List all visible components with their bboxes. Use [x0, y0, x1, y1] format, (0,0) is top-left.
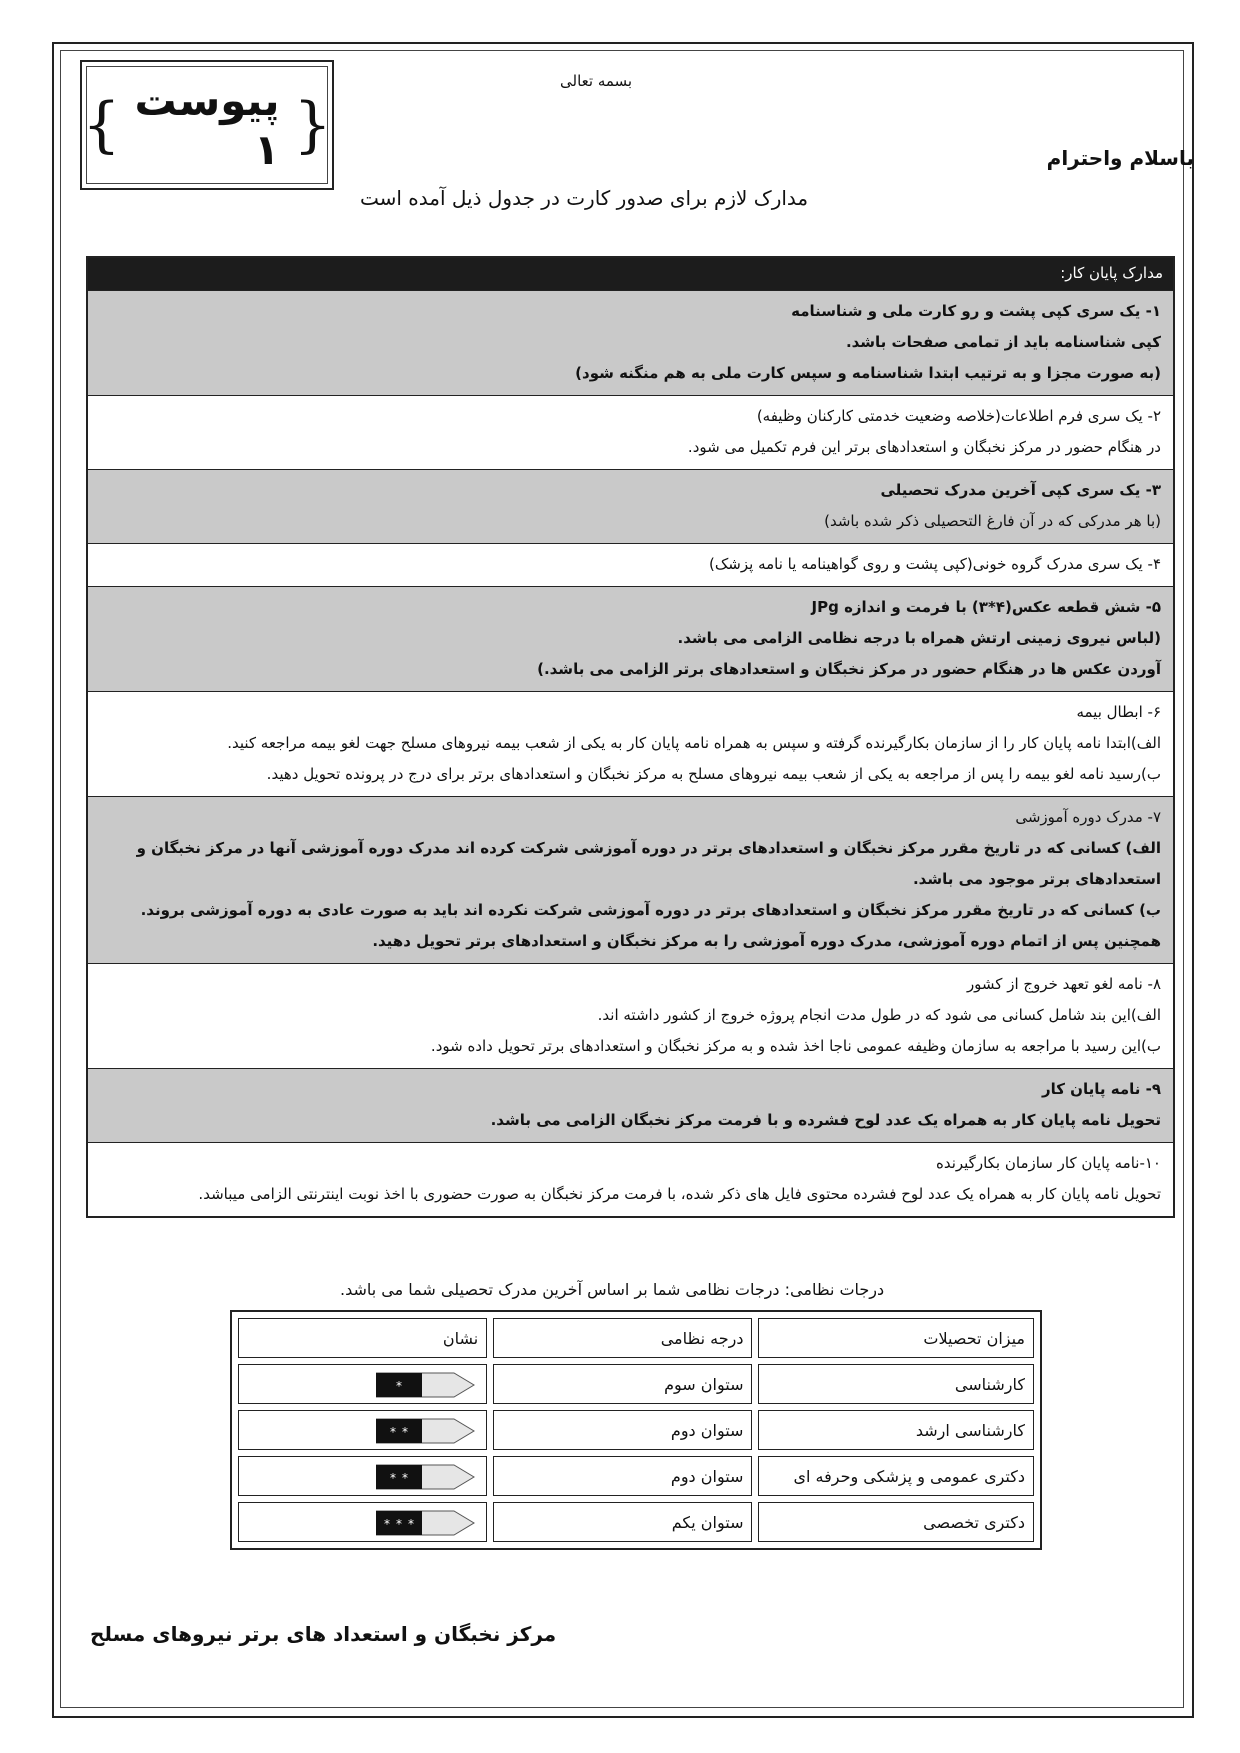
doc-item-line: تحویل نامه پایان کار به همراه یک عدد لوح فشرده محتوی فایل های ذکر شده، با فرمت مرکز نخبگان به صورت حضوری با اخذ نوبت اینترنتی الزامی میباشد.: [198, 1185, 1161, 1203]
ranks-header-row: [238, 1318, 1034, 1358]
rank-insignia-icon: [376, 1371, 476, 1399]
insignia-cell: [238, 1364, 487, 1404]
star-icon: *: [390, 1471, 397, 1485]
doc-item-9: [88, 1068, 1173, 1142]
footer-organization: مرکز نخبگان و استعداد های برتر نیروهای مسلح: [90, 1622, 557, 1646]
star-icon: *: [396, 1517, 403, 1531]
rank-cell: ستوان دوم: [493, 1456, 752, 1496]
doc-item-line: (به صورت مجزا و به ترتیب ابتدا شناسنامه و سپس کارت ملی به هم منگنه شود): [575, 364, 1161, 382]
doc-item-line: تحویل نامه پایان کار به همراه یک عدد لوح فشرده و با فرمت مرکز نخبگان الزامی می باشد.: [490, 1111, 1161, 1129]
rank-cell: ستوان دوم: [493, 1410, 752, 1450]
doc-item-8: [88, 963, 1173, 1068]
rank-insignia-icon: [376, 1417, 476, 1445]
intro-text: مدارک لازم برای صدور کارت در جدول ذیل آمده است: [360, 186, 809, 210]
star-icon: *: [402, 1471, 409, 1485]
doc-item-title: ۸- نامه لغو تعهد خروج از کشور: [966, 975, 1161, 993]
education-cell: کارشناسی ارشد: [758, 1410, 1034, 1450]
rank-insignia-icon: [376, 1509, 476, 1537]
education-cell: دکتری تخصصی: [758, 1502, 1034, 1542]
header-education: میزان تحصیلات: [758, 1318, 1034, 1358]
annex-label: پیوست ۱: [134, 76, 280, 174]
star-icon: *: [402, 1425, 409, 1439]
insignia-cell: [238, 1456, 487, 1496]
rank-cell: ستوان سوم: [493, 1364, 752, 1404]
doc-item-line: (لباس نیروی زمینی ارتش همراه با درجه نظامی الزامی می باشد.: [677, 629, 1161, 647]
brace-right: }: [293, 90, 332, 160]
doc-item-title: ۹- نامه پایان کار: [1041, 1080, 1161, 1098]
table-row: [238, 1456, 1034, 1496]
doc-item-line: ب)این رسید با مراجعه به سازمان وظیفه عمومی ناجا اخذ شده و به مرکز نخبگان و استعدادهای برتر تحویل داده شود.: [430, 1037, 1161, 1055]
documents-heading: مدارک پایان کار:: [88, 258, 1173, 290]
doc-item-line: الف)این بند شامل کسانی می شود که در طول مدت انجام پروژه خروج از کشور داشته اند.: [597, 1006, 1161, 1024]
insignia-end: [376, 1419, 422, 1443]
table-row: [238, 1502, 1034, 1542]
doc-item-6: [88, 691, 1173, 796]
header-insignia: نشان: [238, 1318, 487, 1358]
insignia-end: [376, 1465, 422, 1489]
greeting: باسلام واحترام: [1046, 146, 1194, 170]
doc-item-title: ۶- ابطال بیمه: [1076, 703, 1161, 721]
rank-insignia-icon: [376, 1463, 476, 1491]
star-icon: *: [408, 1517, 415, 1531]
ranks-caption: درجات نظامی: درجات نظامی شما بر اساس آخرین مدرک تحصیلی شما می باشد.: [340, 1280, 885, 1299]
doc-item-line: الف)ابتدا نامه پایان کار را از سازمان بکارگیرنده گرفته و سپس به همراه نامه پایان کار به یکی از شعب بیمه نیروهای مسلح جهت لغو بیمه مراجعه کنید.: [227, 734, 1161, 752]
doc-item-line: در هنگام حضور در مرکز نخبگان و استعدادهای برتر این فرم تکمیل می شود.: [687, 438, 1161, 456]
rank-cell: ستوان یکم: [493, 1502, 752, 1542]
ranks-table: [230, 1310, 1042, 1550]
doc-item-5: [88, 586, 1173, 691]
doc-item-1: [88, 290, 1173, 395]
doc-item-4: [88, 543, 1173, 586]
doc-item-title: ۱۰-نامه پایان کار سازمان بکارگیرنده: [935, 1154, 1161, 1172]
star-icon: *: [396, 1379, 403, 1393]
doc-item-line: کپی شناسنامه باید از تمامی صفحات باشد.: [845, 333, 1161, 351]
insignia-cell: [238, 1410, 487, 1450]
annex-box: [80, 60, 334, 190]
doc-item-title: ۲- یک سری فرم اطلاعات(خلاصه وضعیت خدمتی کارکنان وظیفه): [756, 407, 1161, 425]
doc-item-line: (با هر مدرکی که در آن فارغ التحصیلی ذکر شده باشد): [824, 512, 1161, 530]
education-cell: دکتری عمومی و پزشکی وحرفه ای: [758, 1456, 1034, 1496]
doc-item-line: آوردن عکس ها در هنگام حضور در مرکز نخبگان و استعدادهای برتر الزامی می باشد.): [537, 660, 1161, 678]
doc-item-3: [88, 469, 1173, 543]
insignia-cell: [238, 1502, 487, 1542]
star-icon: *: [390, 1425, 397, 1439]
basmala: بسمه تعالی: [560, 72, 633, 90]
doc-item-title: ۱- یک سری کپی پشت و رو کارت ملی و شناسنامه: [791, 302, 1161, 320]
education-cell: کارشناسی: [758, 1364, 1034, 1404]
doc-item-title: ۴- یک سری مدرک گروه خونی(کپی پشت و روی گواهینامه یا نامه پزشک): [709, 555, 1161, 573]
doc-item-title: ۳- یک سری کپی آخرین مدرک تحصیلی: [880, 481, 1161, 499]
doc-item-line: الف) کسانی که در تاریخ مقرر مرکز نخبگان و استعدادهای برتر در دوره آموزشی شرکت کرده اند مدرک دوره آموزشی آنها در مرکز نخبگان و استعدادهای برتر موجود می باشد.: [136, 839, 1161, 888]
doc-item-2: [88, 395, 1173, 469]
star-icon: *: [384, 1517, 391, 1531]
table-row: [238, 1410, 1034, 1450]
doc-item-line: ب) کسانی که در تاریخ مقرر مرکز نخبگان و استعدادهای برتر در دوره آموزشی شرکت نکرده اند باید به صورت عادی به دوره آموزشی بروند. همچنین پس از اتمام دوره آموزشی، مدرک دوره آموزشی را به مرکز نخبگان و استعدادهای برتر تحویل دهید.: [140, 901, 1161, 950]
doc-item-10: [88, 1142, 1173, 1216]
documents-table: [86, 256, 1175, 1218]
doc-item-title: ۷- مدرک دوره آموزشی: [1015, 808, 1161, 826]
header-rank: درجه نظامی: [493, 1318, 752, 1358]
doc-item-line: ب)رسید نامه لغو بیمه را پس از مراجعه به یکی از شعب بیمه نیروهای مسلح به مرکز نخبگان و استعدادهای برتر برای درج در پرونده تحویل دهید.: [266, 765, 1161, 783]
doc-item-title: ۵- شش قطعه عکس(۴*۳) با فرمت و اندازه JPg: [811, 598, 1161, 616]
table-row: [238, 1364, 1034, 1404]
doc-item-7: [88, 796, 1173, 963]
brace-left: {: [82, 90, 121, 160]
